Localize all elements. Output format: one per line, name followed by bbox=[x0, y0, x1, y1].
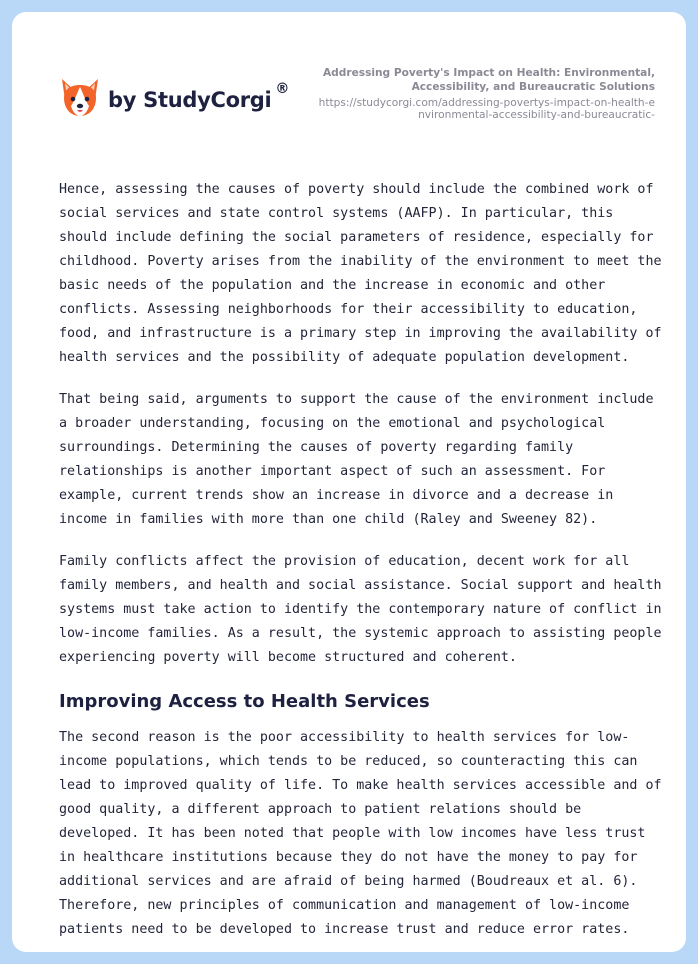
article-body bbox=[59, 178, 663, 960]
brand-name: by StudyCorgi bbox=[108, 88, 272, 112]
corgi-logo-icon bbox=[60, 76, 100, 120]
section-heading: Improving Access to Health Services bbox=[59, 691, 430, 712]
document-meta bbox=[315, 66, 655, 121]
page-header bbox=[12, 12, 686, 142]
document-url[interactable]: https://studycorgi.com/addressing-povertys-impact-on-health-environmental-accessibility-and-bureaucratic- bbox=[318, 97, 655, 121]
studycorgi-logo[interactable] bbox=[60, 76, 289, 120]
paragraph: Family conflicts affect the provision of education, decent work for all family members, and health and social assistance. Social support and health systems must take action to identify the contemporary nature of conflict in low-income families. As a result, the systemic approach to assisting people experiencing poverty will become structured and coherent. bbox=[59, 554, 662, 665]
registered-mark: ® bbox=[275, 81, 290, 97]
document-page bbox=[12, 12, 686, 952]
document-title: Addressing Poverty's Impact on Health: Environmental, Accessibility, and Bureaucratic Solutions bbox=[322, 67, 655, 93]
paragraph: The second reason is the poor accessibility to health services for low-income populations, which tends to be reduced, so counteracting this can lead to improved quality of life. To make health services accessible and of good quality, a different approach to patient relations should be developed. It has been noted that people with low incomes have less trust in healthcare institutions because they do not have the money to pay for additional services and are afraid of being harmed (Boudreaux et al. 6). Therefore, new principles of communication and management of low-income patients need to be developed to increase trust and reduce error rates. bbox=[59, 730, 662, 937]
paragraph: That being said, arguments to support the cause of the environment include a broader understanding, focusing on the emotional and psychological surroundings. Determining the causes of poverty regarding family relationships is another important aspect of such an assessment. For example, current trends show an increase in divorce and a decrease in income in families with more than one child (Raley and Sweeney 82). bbox=[59, 392, 654, 527]
paragraph: Hence, assessing the causes of poverty should include the combined work of social services and state control systems (AAFP). In particular, this should include defining the social parameters of residence, especially for childhood. Poverty arises from the inability of the environment to meet the basic needs of the population and the increase in economic and other conflicts. Assessing neighborhoods for their accessibility to education, food, and infrastructure is a primary step in improving the availability of health services and the possibility of adequate population development. bbox=[59, 182, 662, 365]
